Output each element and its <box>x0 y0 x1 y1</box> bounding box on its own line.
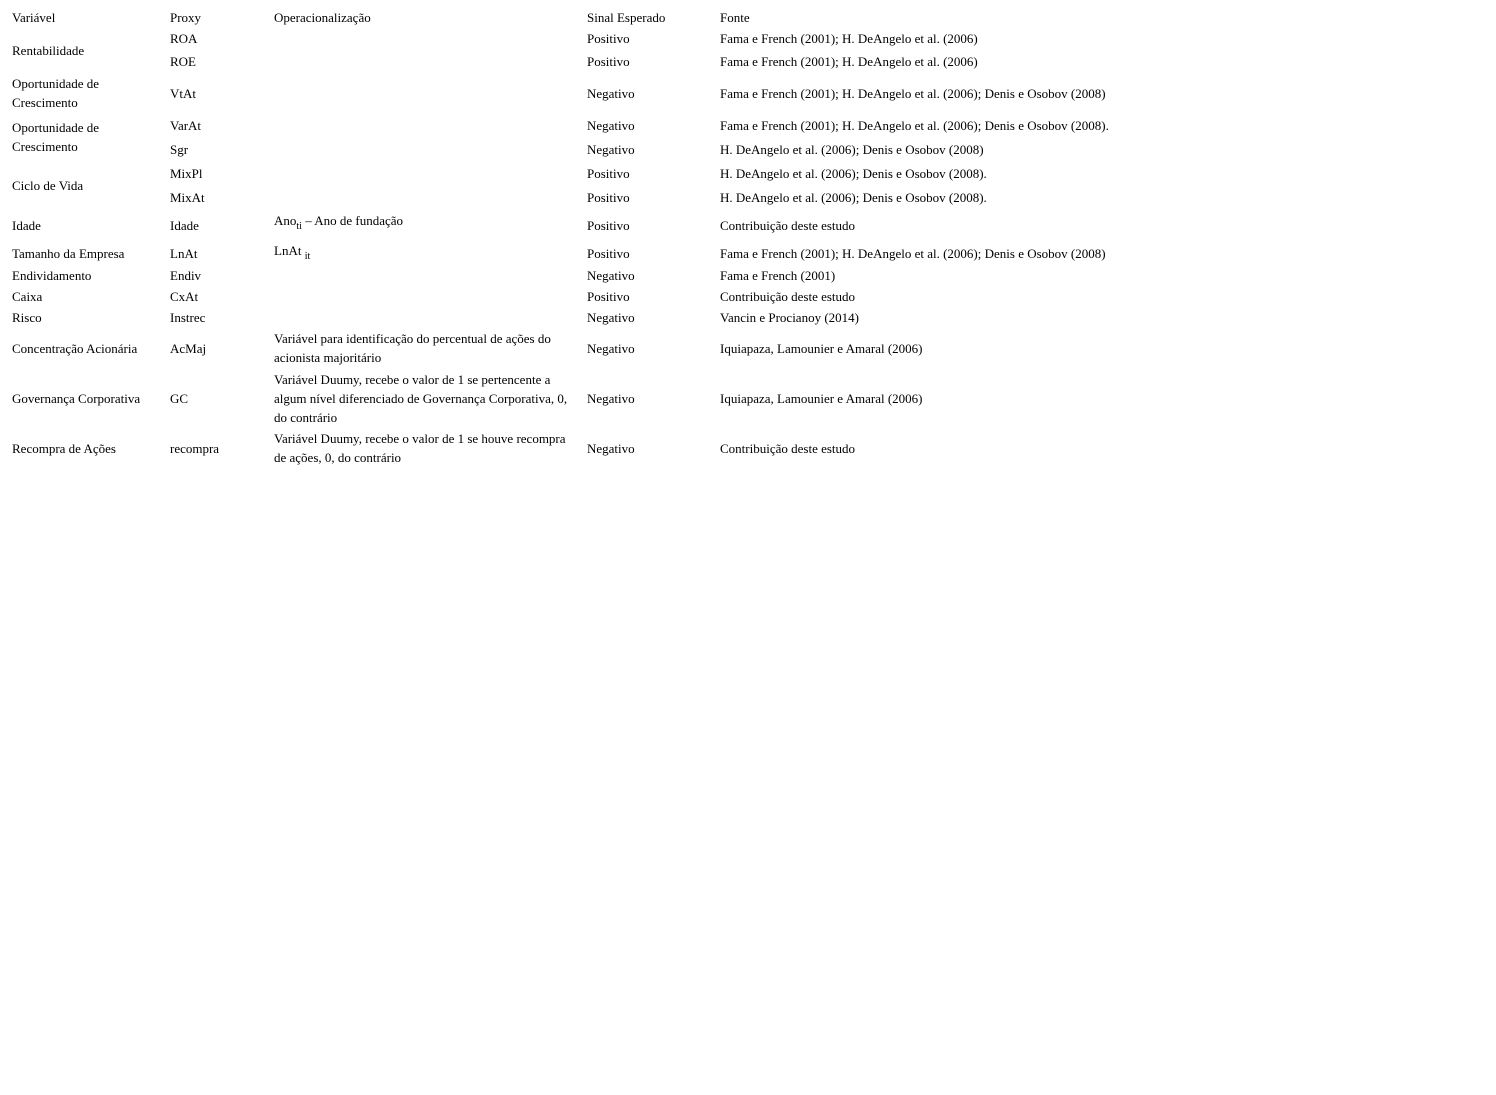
operationalization-cell <box>268 73 581 113</box>
table-row <box>6 368 1254 428</box>
header-expected-sign: Sinal Esperado <box>587 9 666 25</box>
proxy-cell: VtAt <box>170 85 196 101</box>
proxy-cell: MixPl <box>170 165 203 181</box>
variables-table <box>6 6 1254 468</box>
operationalization-cell <box>268 307 581 328</box>
operationalization-cell <box>268 137 581 161</box>
proxy-cell: VarAt <box>170 117 202 133</box>
variable-cell: Risco <box>12 310 42 325</box>
proxy-cell: AcMaj <box>170 340 207 356</box>
operationalization-subscript: it <box>304 251 311 262</box>
table-row <box>6 241 1254 265</box>
header-variable: Variável <box>12 9 56 25</box>
variable-cell: Endividamento <box>12 268 92 283</box>
sign-cell: Positivo <box>587 53 630 69</box>
operationalization-cell <box>268 161 581 185</box>
source-cell: H. DeAngelo et al. (2006); Denis e Osobov (2008). <box>720 189 987 205</box>
operationalization-cell: Variável Duumy, recebe o valor de 1 se pertencente a algum nível diferenciado de Governança Corporativa, 0, do contrário <box>274 371 568 425</box>
source-cell: Contribuição deste estudo <box>720 440 856 456</box>
source-cell: Fama e French (2001); H. DeAngelo et al. (2006); Denis e Osobov (2008) <box>720 85 1106 101</box>
operationalization-tail: – Ano de fundação <box>301 213 404 228</box>
operationalization-main: LnAt <box>274 243 305 258</box>
table-row <box>6 286 1254 307</box>
operationalization-cell <box>268 286 581 307</box>
proxy-cell: ROA <box>170 31 198 46</box>
sign-cell: Negativo <box>587 340 635 356</box>
sign-cell: Negativo <box>587 141 635 157</box>
header-row <box>6 6 1254 28</box>
table-row <box>6 49 1254 73</box>
variable-cell: Caixa <box>12 289 43 304</box>
operationalization-subscript: ti <box>296 221 302 232</box>
sign-cell: Negativo <box>587 268 635 283</box>
operationalization-cell <box>268 185 581 209</box>
variable-cell: Recompra de Ações <box>12 440 116 456</box>
variable-cell: Concentração Acionária <box>12 340 138 356</box>
table-row <box>6 161 1254 185</box>
header-operationalization: Operacionalização <box>274 9 371 25</box>
proxy-cell: recompra <box>170 440 220 456</box>
table-row <box>6 28 1254 49</box>
source-cell: Fama e French (2001); H. DeAngelo et al. (2006) <box>720 31 978 46</box>
sign-cell: Negativo <box>587 440 635 456</box>
proxy-cell: ROE <box>170 53 196 69</box>
operationalization-main: Ano <box>274 213 297 228</box>
operationalization-cell <box>268 113 581 137</box>
source-cell: H. DeAngelo et al. (2006); Denis e Osobov (2008) <box>720 141 984 157</box>
sign-cell: Positivo <box>587 245 630 261</box>
sign-cell: Positivo <box>587 289 630 304</box>
proxy-cell: Sgr <box>170 141 189 157</box>
sign-cell: Negativo <box>587 85 635 101</box>
source-cell: Fama e French (2001); H. DeAngelo et al. (2006); Denis e Osobov (2008) <box>720 245 1106 261</box>
sign-cell: Positivo <box>587 217 630 233</box>
table-row <box>6 428 1254 468</box>
table-row <box>6 113 1254 137</box>
variable-cell: Tamanho da Empresa <box>12 245 125 261</box>
variable-cell: Rentabilidade <box>12 43 85 58</box>
table-row <box>6 307 1254 328</box>
source-cell: Contribuição deste estudo <box>720 289 856 304</box>
source-cell: Contribuição deste estudo <box>720 217 856 233</box>
operationalization-cell <box>268 209 581 241</box>
proxy-cell: MixAt <box>170 189 205 205</box>
variable-cell: Oportunidade de Crescimento <box>12 120 100 154</box>
table-row <box>6 137 1254 161</box>
operationalization-cell: Variável Duumy, recebe o valor de 1 se houve recompra de ações, 0, do contrário <box>274 431 566 465</box>
source-cell: Fama e French (2001); H. DeAngelo et al. (2006); Denis e Osobov (2008). <box>720 117 1109 133</box>
operationalization-cell <box>268 241 581 265</box>
operationalization-cell: Variável para identificação do percentual de ações do acionista majoritário <box>274 331 551 365</box>
variable-cell: Ciclo de Vida <box>12 177 84 193</box>
operationalization-cell <box>268 49 581 73</box>
operationalization-cell <box>268 265 581 286</box>
variable-cell: Idade <box>12 217 41 233</box>
table-row <box>6 185 1254 209</box>
proxy-cell: LnAt <box>170 245 198 261</box>
header-source: Fonte <box>720 9 750 25</box>
table-row <box>6 73 1254 113</box>
proxy-cell: GC <box>170 390 189 406</box>
sign-cell: Positivo <box>587 31 630 46</box>
source-cell: Iquiapaza, Lamounier e Amaral (2006) <box>720 390 923 406</box>
operationalization-cell <box>268 28 581 49</box>
proxy-cell: Endiv <box>170 268 202 283</box>
sign-cell: Negativo <box>587 310 635 325</box>
table-row <box>6 209 1254 241</box>
proxy-cell: Instrec <box>170 310 206 325</box>
source-cell: Fama e French (2001); H. DeAngelo et al. (2006) <box>720 53 978 69</box>
variable-cell: Governança Corporativa <box>12 390 141 406</box>
source-cell: Iquiapaza, Lamounier e Amaral (2006) <box>720 340 923 356</box>
table-row <box>6 328 1254 368</box>
proxy-cell: CxAt <box>170 289 199 304</box>
sign-cell: Negativo <box>587 390 635 406</box>
source-cell: Fama e French (2001) <box>720 268 836 283</box>
table-row <box>6 265 1254 286</box>
sign-cell: Negativo <box>587 117 635 133</box>
variable-cell: Oportunidade de Crescimento <box>12 76 100 110</box>
proxy-cell: Idade <box>170 217 199 233</box>
sign-cell: Positivo <box>587 165 630 181</box>
sign-cell: Positivo <box>587 189 630 205</box>
source-cell: H. DeAngelo et al. (2006); Denis e Osobov (2008). <box>720 165 987 181</box>
header-proxy: Proxy <box>170 9 202 25</box>
source-cell: Vancin e Procianoy (2014) <box>720 310 859 325</box>
